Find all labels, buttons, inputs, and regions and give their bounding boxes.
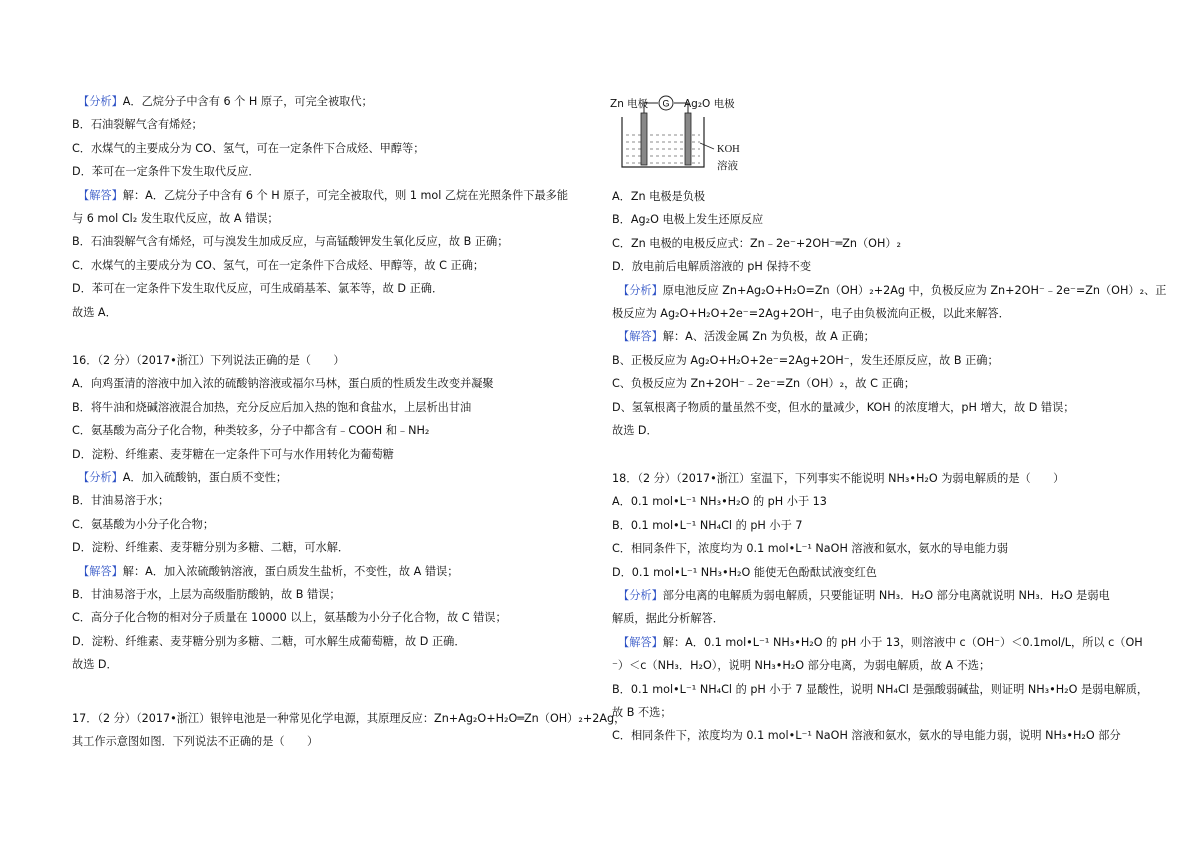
- text-line: [72, 400, 471, 416]
- line-text: C．水煤气的主要成分为 CO、氢气，可在一定条件下合成烃、甲醇等，故 C 正确；: [72, 258, 485, 272]
- section-tag: 【解答】: [78, 188, 123, 202]
- text-line: [612, 236, 901, 252]
- line-text: C．相同条件下，浓度均为 0.1 mol•L⁻¹ NaOH 溶液和氨水，氨水的导电能力弱，说明 NH₃•H₂O 部分: [612, 729, 1121, 743]
- line-text: D．苯可在一定条件下发生取代反应．: [72, 165, 260, 179]
- text-line: [612, 728, 1121, 744]
- text-line: [612, 353, 999, 369]
- text-line: [78, 470, 287, 486]
- text-line: [612, 494, 827, 510]
- line-text: D．淀粉、纤维素、麦芽糖分别为多糖、二糖，可水解生成葡萄糖，故 D 正确．: [72, 634, 466, 648]
- line-text: B．将牛油和烧碱溶液混合加热，充分反应后加入热的饱和食盐水，上层析出甘油: [72, 400, 472, 414]
- line-text: B．0.1 mol•L⁻¹ NH₄Cl 的 pH 小于 7 显酸性，说明 NH₄Cl 是强酸弱碱盐，则证明 NH₃•H₂O 是弱电解质，: [612, 682, 1149, 696]
- text-line: [612, 682, 1148, 698]
- text-line: [72, 634, 466, 650]
- text-line: [612, 376, 915, 392]
- text-line: [72, 540, 349, 556]
- text-line: [72, 211, 279, 227]
- line-text: D．放电前后电解质溶液的 pH 保持不变: [612, 260, 812, 274]
- text-line: [72, 610, 507, 626]
- meter-label: G: [662, 98, 670, 109]
- text-line: [72, 258, 484, 274]
- line-text: 故选 A．: [72, 305, 117, 319]
- line-text: B．Ag₂O 电极上发生还原反应: [612, 213, 764, 227]
- line-text: C．水煤气的主要成分为 CO、氢气，可在一定条件下合成烃、甲醇等；: [72, 141, 425, 155]
- line-text: 与 6 mol Cl₂ 发生取代反应，故 A 错误；: [72, 212, 279, 225]
- line-text: C．氨基酸为高分子化合物，种类较多，分子中都含有﹣COOH 和﹣NH₂: [72, 424, 430, 438]
- line-text: A．乙烷分子中含有 6 个 H 原子，可完全被取代；: [122, 95, 373, 108]
- text-line: [612, 705, 672, 721]
- text-line: [612, 541, 1008, 557]
- text-line: [72, 447, 394, 463]
- line-text: D．淀粉、纤维素、麦芽糖在一定条件下可与水作用转化为葡萄糖: [72, 447, 394, 461]
- text-line: [618, 329, 875, 345]
- line-text: 解：A．乙烷分子中含有 6 个 H 原子，可完全被取代，则 1 mol 乙烷在光照条件下最多能: [122, 188, 569, 202]
- line-text: B、正极反应为 Ag₂O+H₂O+2e⁻=2Ag+2OH⁻，发生还原反应，故 B 正确；: [612, 353, 999, 367]
- line-text: A．0.1 mol•L⁻¹ NH₃•H₂O 的 pH 小于 13: [612, 495, 827, 509]
- text-line: [612, 423, 658, 439]
- line-text: 部分电离的电解质为弱电解质，只要能证明 NH₃．H₂O 部分电离就说明 NH₃．H₂O 是弱电: [662, 589, 1110, 602]
- text-line: [72, 164, 260, 180]
- line-text: 原电池反应 Zn+Ag₂O+H₂O=Zn（OH）₂+2Ag 中，负极反应为 Zn+2OH⁻﹣2e⁻=Zn（OH）₂、正: [662, 283, 1167, 297]
- text-line: [612, 400, 1074, 416]
- line-text: 故选 D．: [72, 658, 118, 672]
- text-line: [78, 94, 373, 110]
- text-line: [78, 188, 568, 204]
- text-line: [72, 305, 117, 321]
- line-text: 18．（2 分）（2017•浙江）室温下，下列事实不能说明 NH₃•H₂O 为弱电解质的是（ ）: [612, 472, 1065, 485]
- text-line: [72, 657, 118, 673]
- section-tag: 【分析】: [618, 283, 663, 297]
- section-tag: 【解答】: [618, 330, 663, 344]
- text-line: [612, 658, 990, 674]
- text-line: [72, 141, 424, 157]
- solution-label: 溶液: [717, 160, 738, 172]
- line-text: D．0.1 mol•L⁻¹ NH₃•H₂O 能使无色酚酞试液变红色: [612, 565, 877, 579]
- text-line: [72, 517, 214, 533]
- text-line: [612, 212, 763, 228]
- text-line: [78, 564, 458, 580]
- text-line: [72, 117, 203, 133]
- section-tag: 【分析】: [78, 95, 123, 108]
- zn-electrode-label: Zn 电极: [610, 98, 649, 110]
- section-tag: 【分析】: [618, 589, 663, 602]
- line-text: C．Zn 电极的电极反应式：Zn﹣2e⁻+2OH⁻═Zn（OH）₂: [612, 236, 902, 250]
- text-line: [612, 471, 1064, 487]
- text-line: [612, 306, 1010, 322]
- line-text: 解：A、活泼金属 Zn 为负极，故 A 正确；: [662, 330, 875, 344]
- ag2o-electrode-label: Ag₂O 电极: [684, 98, 735, 110]
- line-text: 其工作示意图如图．下列说法不正确的是（ ）: [72, 735, 319, 749]
- text-line: [72, 376, 494, 392]
- line-text: C．氨基酸为小分子化合物；: [72, 517, 215, 531]
- line-text: A．Zn 电极是负极: [612, 190, 706, 203]
- line-text: ⁻）＜c（NH₃．H₂O），说明 NH₃•H₂O 部分电离，为弱电解质，故 A 不选；: [612, 659, 991, 673]
- line-text: B．石油裂解气含有烯烃；: [72, 118, 203, 132]
- text-line: [612, 259, 811, 275]
- text-line: [612, 565, 877, 581]
- line-text: B．甘油易溶于水，上层为高级脂肪酸钠，故 B 错误；: [72, 588, 341, 601]
- text-line: [72, 587, 341, 603]
- zn-electrode: [641, 113, 647, 165]
- text-line: [618, 283, 1166, 299]
- line-text: 解：A．加入浓硫酸钠溶液，蛋白质发生盐析，不变性，故 A 错误；: [122, 564, 459, 578]
- section-tag: 【解答】: [78, 564, 123, 578]
- line-text: B．石油裂解气含有烯烃，可与溴发生加成反应，与高锰酸钾发生氧化反应，故 B 正确；: [72, 235, 509, 249]
- line-text: 极反应为 Ag₂O+H₂O+2e⁻=2Ag+2OH⁻，电子由负极流向正极，以此来解答．: [612, 307, 1010, 320]
- text-line: [72, 493, 169, 509]
- text-line: [72, 711, 625, 727]
- line-text: B．0.1 mol•L⁻¹ NH₄Cl 的 pH 小于 7: [612, 518, 803, 532]
- text-line: [618, 588, 1110, 604]
- line-text: 故选 D．: [612, 424, 658, 437]
- line-text: C．相同条件下，浓度均为 0.1 mol•L⁻¹ NaOH 溶液和氨水，氨水的导电能力弱: [612, 542, 1009, 556]
- line-text: C、负极反应为 Zn+2OH⁻﹣2e⁻=Zn（OH）₂，故 C 正确；: [612, 377, 916, 391]
- ag2o-electrode: [685, 113, 691, 165]
- line-text: 16．（2 分）（2017•浙江）下列说法正确的是（ ）: [72, 354, 345, 367]
- text-line: [72, 234, 508, 250]
- text-line: [618, 635, 1143, 651]
- text-line: [612, 611, 724, 627]
- line-text: 故 B 不选；: [612, 706, 672, 719]
- line-text: D．苯可在一定条件下发生取代反应，可生成硝基苯、氯苯等，故 D 正确．: [72, 282, 444, 296]
- line-text: 解质，据此分析解答．: [612, 612, 724, 626]
- line-text: A．向鸡蛋清的溶液中加入浓的硫酸钠溶液或福尔马林，蛋白质的性质发生改变并凝聚: [72, 377, 494, 391]
- text-line: [72, 281, 443, 297]
- text-line: [612, 189, 705, 205]
- line-text: D．淀粉、纤维素、麦芽糖分别为多糖、二糖，可水解．: [72, 541, 350, 555]
- section-tag: 【解答】: [618, 635, 663, 649]
- line-text: A．加入硫酸钠，蛋白质不变性；: [122, 471, 288, 484]
- line-text: 17．（2 分）（2017•浙江）银锌电池是一种常见化学电源，其原理反应：Zn+Ag₂O+H₂O═Zn（OH）₂+2Ag，: [72, 712, 626, 725]
- section-tag: 【分析】: [78, 471, 123, 484]
- text-line: [612, 518, 802, 534]
- line-text: C．高分子化合物的相对分子质量在 10000 以上，氨基酸为小分子化合物，故 C 错误；: [72, 611, 507, 625]
- line-text: 解：A．0.1 mol•L⁻¹ NH₃•H₂O 的 pH 小于 13，则溶液中 c（OH⁻）＜0.1mol/L，所以 c（OH: [662, 635, 1143, 649]
- koh-label: KOH: [717, 144, 740, 155]
- line-text: B．甘油易溶于水；: [72, 494, 170, 508]
- text-line: [72, 423, 429, 439]
- line-text: D、氢氧根离子物质的量虽然不变，但水的量减少，KOH 的浓度增大，pH 增大，故 D 错误；: [612, 400, 1075, 414]
- text-line: [72, 353, 345, 369]
- text-line: [72, 734, 318, 750]
